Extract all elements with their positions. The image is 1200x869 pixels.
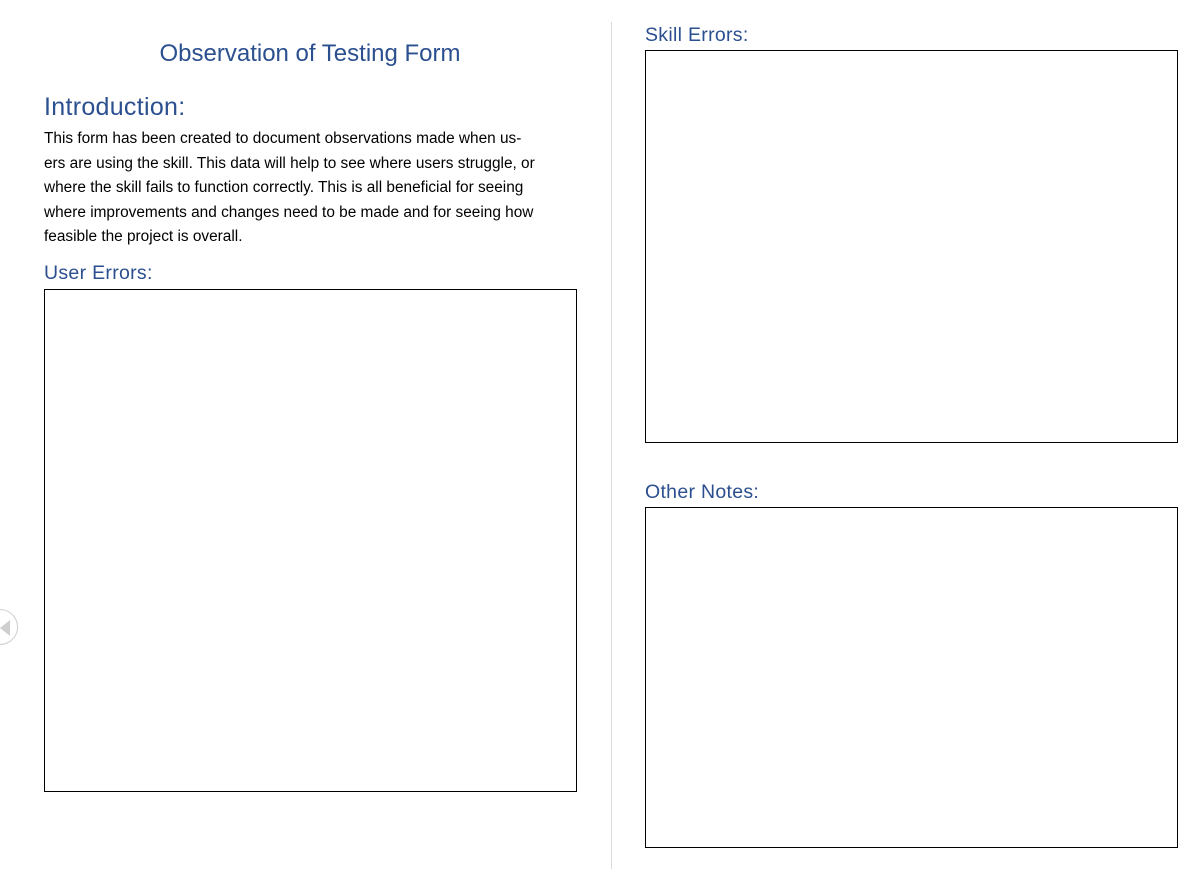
chevron-left-icon xyxy=(0,620,10,636)
introduction-line: This form has been created to document observations made when us- xyxy=(44,130,522,147)
skill-errors-label: Skill Errors: xyxy=(645,24,749,46)
page-title: Observation of Testing Form xyxy=(159,40,461,67)
column-divider xyxy=(611,22,612,869)
other-notes-label: Other Notes: xyxy=(645,481,760,503)
introduction-heading: Introduction: xyxy=(44,93,186,121)
previous-page-button[interactable] xyxy=(0,609,18,645)
introduction-line: where the skill fails to function correctly. This is all beneficial for seeing xyxy=(44,179,524,196)
user-errors-box[interactable] xyxy=(44,289,577,792)
other-notes-box[interactable] xyxy=(645,507,1178,848)
user-errors-label: User Errors: xyxy=(44,262,153,284)
introduction-line: feasible the project is overall. xyxy=(44,228,243,245)
introduction-line: where improvements and changes need to be made and for seeing how xyxy=(44,203,534,221)
skill-errors-box[interactable] xyxy=(645,50,1178,443)
introduction-line: ers are using the skill. This data will help to see where users struggle, or xyxy=(44,154,535,172)
introduction-text xyxy=(44,127,580,250)
